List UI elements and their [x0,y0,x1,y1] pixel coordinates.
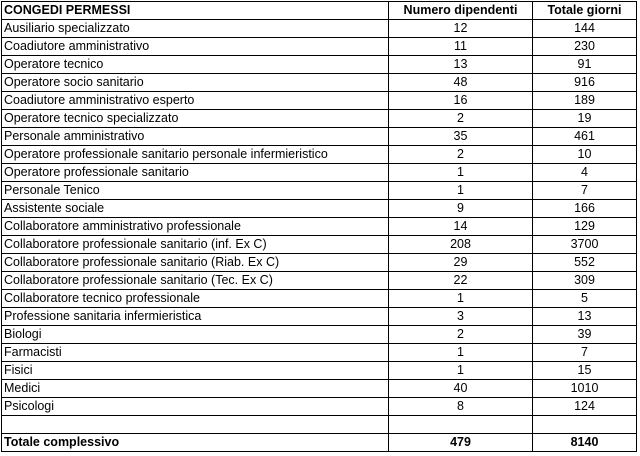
row-category: Personale Tenico [2,182,389,200]
row-total-days [533,416,637,434]
row-total-days: 1010 [533,380,637,398]
header-row [2,2,637,20]
row-employee-count: 11 [389,38,533,56]
table-row [2,164,637,182]
row-employee-count: 1 [389,164,533,182]
header-employee-count: Numero dipendenti [389,2,533,20]
row-category: Coadiutore amministrativo [2,38,389,56]
congedi-permessi-table [1,1,637,452]
row-category: Collaboratore professionale sanitario (inf. Ex C) [2,236,389,254]
table-row [2,308,637,326]
row-total-days: 19 [533,110,637,128]
row-category: Operatore tecnico [2,56,389,74]
row-total-days: 10 [533,146,637,164]
total-row [2,434,637,452]
table-row [2,326,637,344]
row-total-days: 7 [533,182,637,200]
row-employee-count: 3 [389,308,533,326]
header-category: CONGEDI PERMESSI [2,2,389,20]
row-total-days: 5 [533,290,637,308]
row-employee-count: 35 [389,128,533,146]
total-employee-count: 479 [389,434,533,452]
row-category: Collaboratore tecnico professionale [2,290,389,308]
table-row [2,128,637,146]
table-row [2,254,637,272]
total-days: 8140 [533,434,637,452]
row-employee-count: 2 [389,326,533,344]
row-total-days: 144 [533,20,637,38]
row-category: Psicologi [2,398,389,416]
table-row [2,272,637,290]
table-row [2,38,637,56]
row-total-days: 461 [533,128,637,146]
row-total-days: 7 [533,344,637,362]
table-row [2,110,637,128]
row-employee-count: 9 [389,200,533,218]
table-row [2,362,637,380]
row-total-days: 3700 [533,236,637,254]
row-total-days: 916 [533,74,637,92]
table-row [2,416,637,434]
row-category: Operatore socio sanitario [2,74,389,92]
row-employee-count: 29 [389,254,533,272]
row-category: Coadiutore amministrativo esperto [2,92,389,110]
row-total-days: 189 [533,92,637,110]
row-category: Professione sanitaria infermieristica [2,308,389,326]
row-category: Operatore professionale sanitario [2,164,389,182]
row-employee-count: 208 [389,236,533,254]
row-employee-count [389,416,533,434]
row-total-days: 230 [533,38,637,56]
row-total-days: 4 [533,164,637,182]
row-employee-count: 1 [389,344,533,362]
row-total-days: 124 [533,398,637,416]
table-row [2,380,637,398]
row-employee-count: 1 [389,290,533,308]
table-row [2,20,637,38]
row-total-days: 15 [533,362,637,380]
row-category: Biologi [2,326,389,344]
row-employee-count: 16 [389,92,533,110]
table-row [2,398,637,416]
row-category: Collaboratore amministrativo professionale [2,218,389,236]
row-total-days: 91 [533,56,637,74]
row-total-days: 129 [533,218,637,236]
table-row [2,74,637,92]
total-label: Totale complessivo [2,434,389,452]
row-category: Medici [2,380,389,398]
row-total-days: 166 [533,200,637,218]
row-category: Operatore professionale sanitario personale infermieristico [2,146,389,164]
table-row [2,344,637,362]
row-employee-count: 22 [389,272,533,290]
row-employee-count: 2 [389,146,533,164]
row-employee-count: 40 [389,380,533,398]
header-total-days: Totale giorni [533,2,637,20]
row-employee-count: 12 [389,20,533,38]
row-employee-count: 2 [389,110,533,128]
row-category: Fisici [2,362,389,380]
row-category: Personale amministrativo [2,128,389,146]
row-employee-count: 48 [389,74,533,92]
row-category: Assistente sociale [2,200,389,218]
row-employee-count: 1 [389,362,533,380]
row-employee-count: 13 [389,56,533,74]
row-category: Collaboratore professionale sanitario (Tec. Ex C) [2,272,389,290]
row-total-days: 13 [533,308,637,326]
row-category: Farmacisti [2,344,389,362]
table-row [2,200,637,218]
table-row [2,92,637,110]
row-category: Collaboratore professionale sanitario (Riab. Ex C) [2,254,389,272]
table-row [2,56,637,74]
row-category: Ausiliario specializzato [2,20,389,38]
row-total-days: 552 [533,254,637,272]
table-row [2,290,637,308]
table-row [2,218,637,236]
row-employee-count: 8 [389,398,533,416]
table-row [2,182,637,200]
row-employee-count: 1 [389,182,533,200]
row-total-days: 39 [533,326,637,344]
row-category [2,416,389,434]
row-category: Operatore tecnico specializzato [2,110,389,128]
table-row [2,236,637,254]
row-employee-count: 14 [389,218,533,236]
table-row [2,146,637,164]
row-total-days: 309 [533,272,637,290]
